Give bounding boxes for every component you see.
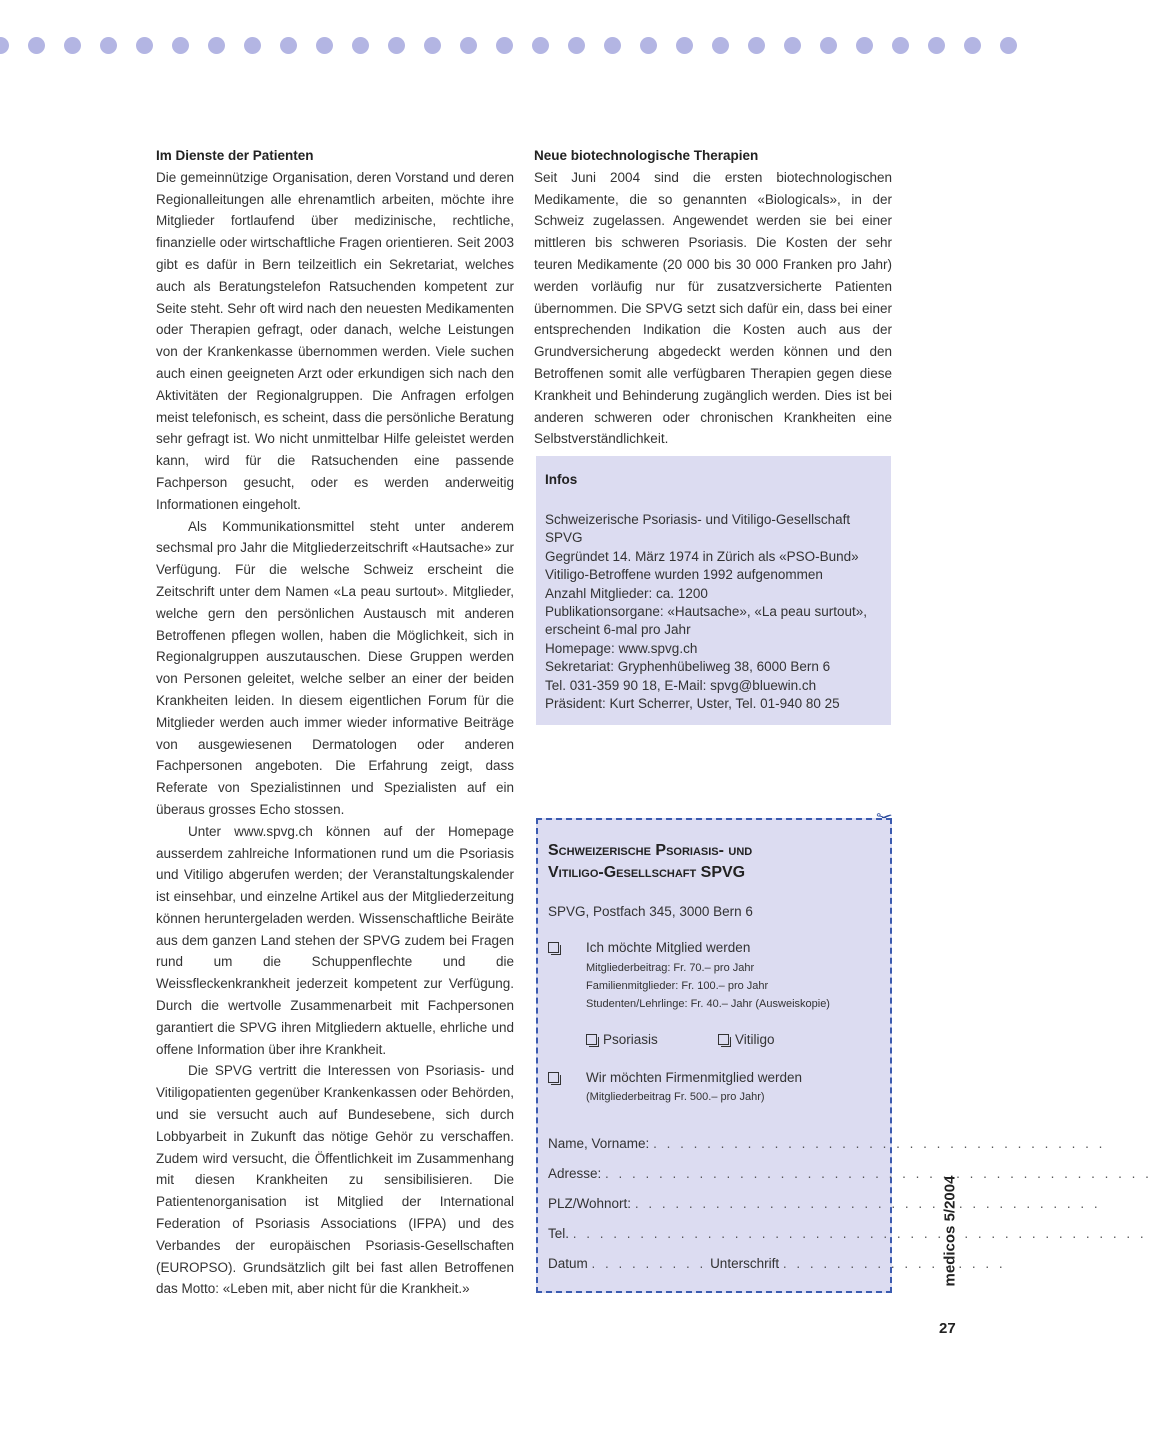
decorative-dot xyxy=(928,37,945,54)
fee-line: Familienmitglieder: Fr. 100.– pro Jahr xyxy=(586,980,769,992)
decorative-dot xyxy=(0,37,9,54)
address-label: Adresse: xyxy=(548,1166,602,1181)
member-option-label: Ich möchte Mitglied werden xyxy=(586,940,751,955)
infos-line: Publikationsorgane: «Hautsache», «La peau surtout», erscheint 6-mal pro Jahr xyxy=(545,604,867,638)
company-option[interactable] xyxy=(548,1070,565,1085)
address-field[interactable] xyxy=(548,1166,1152,1181)
psoriasis-label: Psoriasis xyxy=(603,1032,658,1047)
left-column xyxy=(156,145,514,1300)
fee-line: (Mitgliederbeitrag Fr. 500.– pro Jahr) xyxy=(586,1091,765,1103)
left-heading: Im Dienste der Patienten xyxy=(156,148,314,163)
decorative-dot xyxy=(748,37,765,54)
decorative-dot xyxy=(100,37,117,54)
dotted-line: . . . . . . . . . . . . . . . . . . . . . . . . . . . . . . . . . . . xyxy=(634,1196,1101,1211)
checkbox-icon[interactable] xyxy=(548,942,559,953)
infos-box xyxy=(536,456,891,725)
decorative-dot xyxy=(244,37,261,54)
decorative-dot xyxy=(64,37,81,54)
decorative-dot xyxy=(712,37,729,54)
page-number: 27 xyxy=(939,1320,956,1337)
plz-label: PLZ/Wohnort: xyxy=(548,1196,632,1211)
decorative-dot xyxy=(352,37,369,54)
decorative-dot xyxy=(856,37,873,54)
left-paragraph-2: Als Kommunikationsmittel steht unter anderem sechsmal pro Jahr die Mitgliederzeitschrift «Hautsache» zur Verfügung. Für die welsche Schweiz erscheint die Zeitschrift unter dem Namen «La peau surtout». Mitglieder, welche gern den persönlichen Austausch mit anderen Betroffenen pflegen wollen, haben die Möglichkeit, sich in Regionalgruppen auszutauschen. Diese Gruppen werden von Personen geleitet, welche selber an einer der beiden Krankheiten leiden. In diesem eigentlichen Forum für die Mitglieder werden auch immer wieder informative Beiträge von ausgewiesenen Dermatologen oder anderen Fachpersonen angeboten. Die Erfahrung zeigt, dass Referate von Spezialistinnen und Spezialisten auf ein überaus grosses Echo stossen. xyxy=(156,518,514,817)
dotted-line: . . . . . . . . . . . . . . . . . . . . . . . . . . . . . . . . . . xyxy=(653,1136,1106,1151)
decorative-dot xyxy=(964,37,981,54)
form-address: SPVG, Postfach 345, 3000 Bern 6 xyxy=(548,904,753,919)
infos-line: Gegründet 14. März 1974 in Zürich als «PSO-Bund» xyxy=(545,548,859,564)
dotted-line: . . . . . . . . . . . . . . . . . xyxy=(782,1256,1006,1271)
form-title-line-2: Vitiligo-Gesellschaft SPVG xyxy=(548,864,746,881)
checkbox-icon[interactable] xyxy=(548,1072,559,1083)
left-paragraph-4: Die SPVG vertritt die Interessen von Psoriasis- und Vitiligopatienten gegenüber Krankenkassen oder Behörden, und sie versucht auch auf Bundesebene, sich durch Lobbyarbeit in Zukunft das nötige Gehör zu verschaffen. Zudem wird versucht, die Öffentlichkeit im Zusammenhang mit diesen Krankheiten zu sensibilisieren. Die Patientenorganisation ist Mitglied der International Federation of Psoriasis Associations (IFPA) und des Verbandes der europäischen Psoriasis-Gesellschaften (EUROPSO). Grundsätzlich gilt bei fast allen Betroffenen das Motto: «Leben mit, aber nicht für die Krankheit.» xyxy=(156,1063,514,1297)
left-paragraph-1: Die gemeinnützige Organisation, deren Vorstand und deren Regionalleitungen alle ehrenamtlich arbeiten, möchte ihre Mitglieder fortlaufend über medizinische, rechtliche, finanzielle oder wirtschaftliche Fragen orientieren. Seit 2003 gibt es dafür in Bern teilzeitlich ein Sekretariat, welches auch als Beratungstelefon Ratsuchenden kompetent zur Seite steht. Sehr oft wird nach den neuesten Medikamenten oder Therapien gefragt, oder danach, welche Leistungen von der Krankenkasse übernommen werden. Viele suchen auch einen geeigneten Arzt oder erkundigen sich nach den Aktivitäten der Regionalgruppen. Die Anfragen erfolgen meist telefonisch, es scheint, dass die persönliche Beratung sehr gefragt ist. Wo nicht unmittelbar Hilfe geleistet werden kann, wird für die Ratsuchenden eine passende Fachperson gesucht, oder es werden anderweitig Informationen eingeholt. xyxy=(156,169,514,512)
dotted-line: . . . . . . . . . . . . . . . . . . . . . . . . . . . . . . . . . . . . . . . . . . . xyxy=(572,1226,1147,1241)
tel-label: Tel. xyxy=(548,1226,570,1241)
decorative-dot xyxy=(316,37,333,54)
decorative-dot xyxy=(568,37,585,54)
decorative-dot xyxy=(640,37,657,54)
decorative-dot-row xyxy=(0,37,1024,55)
infos-line: Homepage: www.spvg.ch xyxy=(545,640,698,656)
decorative-dot xyxy=(784,37,801,54)
signature-label: Unterschrift xyxy=(710,1256,780,1271)
infos-line: Präsident: Kurt Scherrer, Uster, Tel. 01-940 80 25 xyxy=(545,696,840,712)
member-option[interactable] xyxy=(548,940,565,955)
decorative-dot xyxy=(388,37,405,54)
decorative-dot xyxy=(820,37,837,54)
decorative-dot xyxy=(604,37,621,54)
date-label: Datum xyxy=(548,1256,588,1271)
tel-field[interactable] xyxy=(548,1226,1147,1241)
left-paragraph-3: Unter www.spvg.ch können auf der Homepage ausserdem zahlreiche Informationen rund um die Psoriasis und Vitiligo abgerufen werden; der Veranstaltungskalender ist einsehbar, und einzelne Artikel aus der Mitgliederzeitung können heruntergeladen werden. Wissenschaftliche Beiräte aus dem ganzen Land stehen der SPVG zudem bei Fragen rund um die Schuppenflechte und die Weissfleckenkrankheit jederzeit kompetent zur Verfügung. Durch die wertvolle Zusammenarbeit mit Fachpersonen garantiert die SPVG ihren Mitgliedern aktuelle, ehrliche und offene Information über ihre Krankheit. xyxy=(156,823,514,1057)
right-heading: Neue biotechnologische Therapien xyxy=(534,148,759,163)
decorative-dot xyxy=(28,37,45,54)
infos-line: Sekretariat: Gryphenhübeliweg 38, 6000 Bern 6 xyxy=(545,659,831,675)
fee-line: Mitgliederbeitrag: Fr. 70.– pro Jahr xyxy=(586,962,755,974)
fee-line: Studenten/Lehrlinge: Fr. 40.– Jahr (Ausweiskopie) xyxy=(586,998,830,1010)
checkbox-icon[interactable] xyxy=(586,1034,597,1045)
decorative-dot xyxy=(280,37,297,54)
name-label: Name, Vorname: xyxy=(548,1136,650,1151)
decorative-dot xyxy=(460,37,477,54)
psoriasis-option[interactable] xyxy=(586,1032,658,1047)
decorative-dot xyxy=(892,37,909,54)
right-paragraph-1: Seit Juni 2004 sind die ersten biotechnologischen Medikamente, die so genannten «Biologicals», in der Schweiz zugelassen. Angewendet werden sie bei einer mittleren bis schweren Psoriasis. Die Kosten der sehr teuren Medikamente (20 000 bis 30 000 Franken pro Jahr) werden vorläufig nur für zusatzversicherte Patienten übernommen. Die SPVG setzt sich dafür ein, dass bei einer entsprechenden Indikation die Kosten auch aus der Grundversicherung abgedeckt werden können und den Betroffenen somit alle verfügbaren Therapien gegen diese Krankheit und Behinderung zugänglich werden. Dies ist bei anderen schweren oder chronischen Krankheiten eine Selbstverständlichkeit. xyxy=(534,169,892,447)
plz-field[interactable] xyxy=(548,1196,1101,1211)
journal-text: medicos 5/2004 xyxy=(941,1175,959,1287)
decorative-dot xyxy=(424,37,441,54)
infos-line: Vitiligo-Betroffene wurden 1992 aufgenommen xyxy=(545,567,823,583)
infos-line: Anzahl Mitglieder: ca. 1200 xyxy=(545,585,708,601)
right-column xyxy=(534,145,892,450)
name-field[interactable] xyxy=(548,1136,1106,1151)
decorative-dot xyxy=(208,37,225,54)
infos-line: Schweizerische Psoriasis- und Vitiligo-Gesellschaft SPVG xyxy=(545,512,851,546)
decorative-dot xyxy=(496,37,513,54)
decorative-dot xyxy=(1000,37,1017,54)
checkbox-icon[interactable] xyxy=(718,1034,729,1045)
vitiligo-option[interactable] xyxy=(718,1032,775,1047)
company-option-label: Wir möchten Firmenmitglied werden xyxy=(586,1070,803,1085)
decorative-dot xyxy=(676,37,693,54)
infos-title: Infos xyxy=(545,472,578,487)
date-signature-field[interactable] xyxy=(548,1256,1006,1271)
decorative-dot xyxy=(172,37,189,54)
journal-label xyxy=(935,1166,965,1296)
vitiligo-label: Vitiligo xyxy=(735,1032,775,1047)
decorative-dot xyxy=(136,37,153,54)
infos-body xyxy=(545,511,885,713)
form-title-line-1: Schweizerische Psoriasis- und xyxy=(548,842,753,859)
form-title xyxy=(548,840,752,884)
decorative-dot xyxy=(532,37,549,54)
infos-line: Tel. 031-359 90 18, E-Mail: spvg@bluewin.ch xyxy=(545,677,817,693)
dotted-line: . . . . . . . . . xyxy=(591,1256,707,1271)
dotted-line: . . . . . . . . . . . . . . . . . . . . . . . . . . . . . . . . . . . . . . . . . xyxy=(605,1166,1152,1181)
